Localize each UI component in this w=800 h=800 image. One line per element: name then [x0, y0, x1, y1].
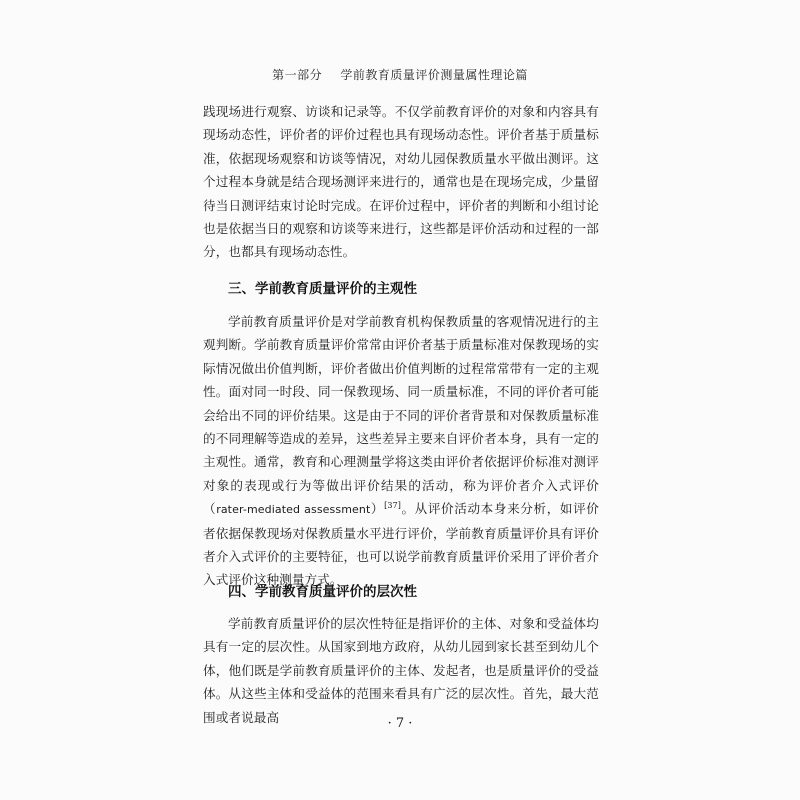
body-paragraph: 学前教育质量评价的层次性特征是指评价的主体、对象和受益体均具有一定的层次性。从国家到地方政府，从幼儿园到家长甚至到幼儿个体，他们既是学前教育质量评价的主体、发起者，也是质量评价的受益体。从这些主体和受益体的范围来看具有广泛的层次性。首先，最大范围或者说最高	[203, 616, 599, 725]
body-paragraph	[203, 310, 599, 592]
section-heading-3: 三、学前教育质量评价的主观性	[228, 281, 417, 297]
section-heading-4: 四、学前教育质量评价的层次性	[228, 584, 417, 600]
header-title: 学前教育质量评价测量属性理论篇	[340, 68, 528, 82]
paragraph-text: 。从评价活动本身来分析，如评价者依据保教现场对保教质量水平进行评价，学前教育质量评价具有评价者介入式评价的主要特征，也可以说学前教育质量评价采用了评价者介入式评价这种测量方式。	[203, 501, 600, 588]
running-header	[0, 66, 800, 83]
paragraph-continued	[203, 100, 599, 264]
citation-reference: [37]	[384, 501, 401, 511]
english-term: rater-mediated assessment	[216, 503, 371, 517]
paragraph-text: 学前教育质量评价是对学前教育机构保教质量的客观情况进行的主观判断。学前教育质量评价常常由评价者基于质量标准对保教现场的实际情况做出价值判断，评价者做出价值判断的过程常常带有一定的主观性。面对同一时段、同一保教现场、同一质量标准，不同的评价者可能会给出不同的评价结果。这是由于不同的评价者背景和对保教质量标准的不同理解等造成的差异，这些差异主要来自评价者本身，具有一定的主观性。通常，教育和心理测量学将这类由评价者依据评价标准对测评对象的表现或行为等做出评价结果的活动，称为评价者介入式评价（	[203, 314, 599, 517]
body-paragraph: 践现场进行观察、访谈和记录等。不仅学前教育评价的对象和内容具有现场动态性，评价者的评价过程也具有现场动态性。评价者基于质量标准，依据现场观察和访谈等情况，对幼儿园保教质量水平做出测评。这个过程本身就是结合现场测评来进行的，通常也是在现场完成，少量留待当日测评结束讨论时完成。在评价过程中，评价者的判断和小组讨论也是依据当日的观察和访谈等来进行，这些都是评价活动和过程的一部分，也都具有现场动态性。	[203, 104, 599, 260]
section-3-body	[203, 310, 599, 592]
section-4-body	[203, 612, 599, 729]
paragraph-text: ）	[370, 501, 385, 517]
header-part-label: 第一部分	[272, 68, 323, 82]
page-number: · 7 ·	[387, 716, 413, 731]
